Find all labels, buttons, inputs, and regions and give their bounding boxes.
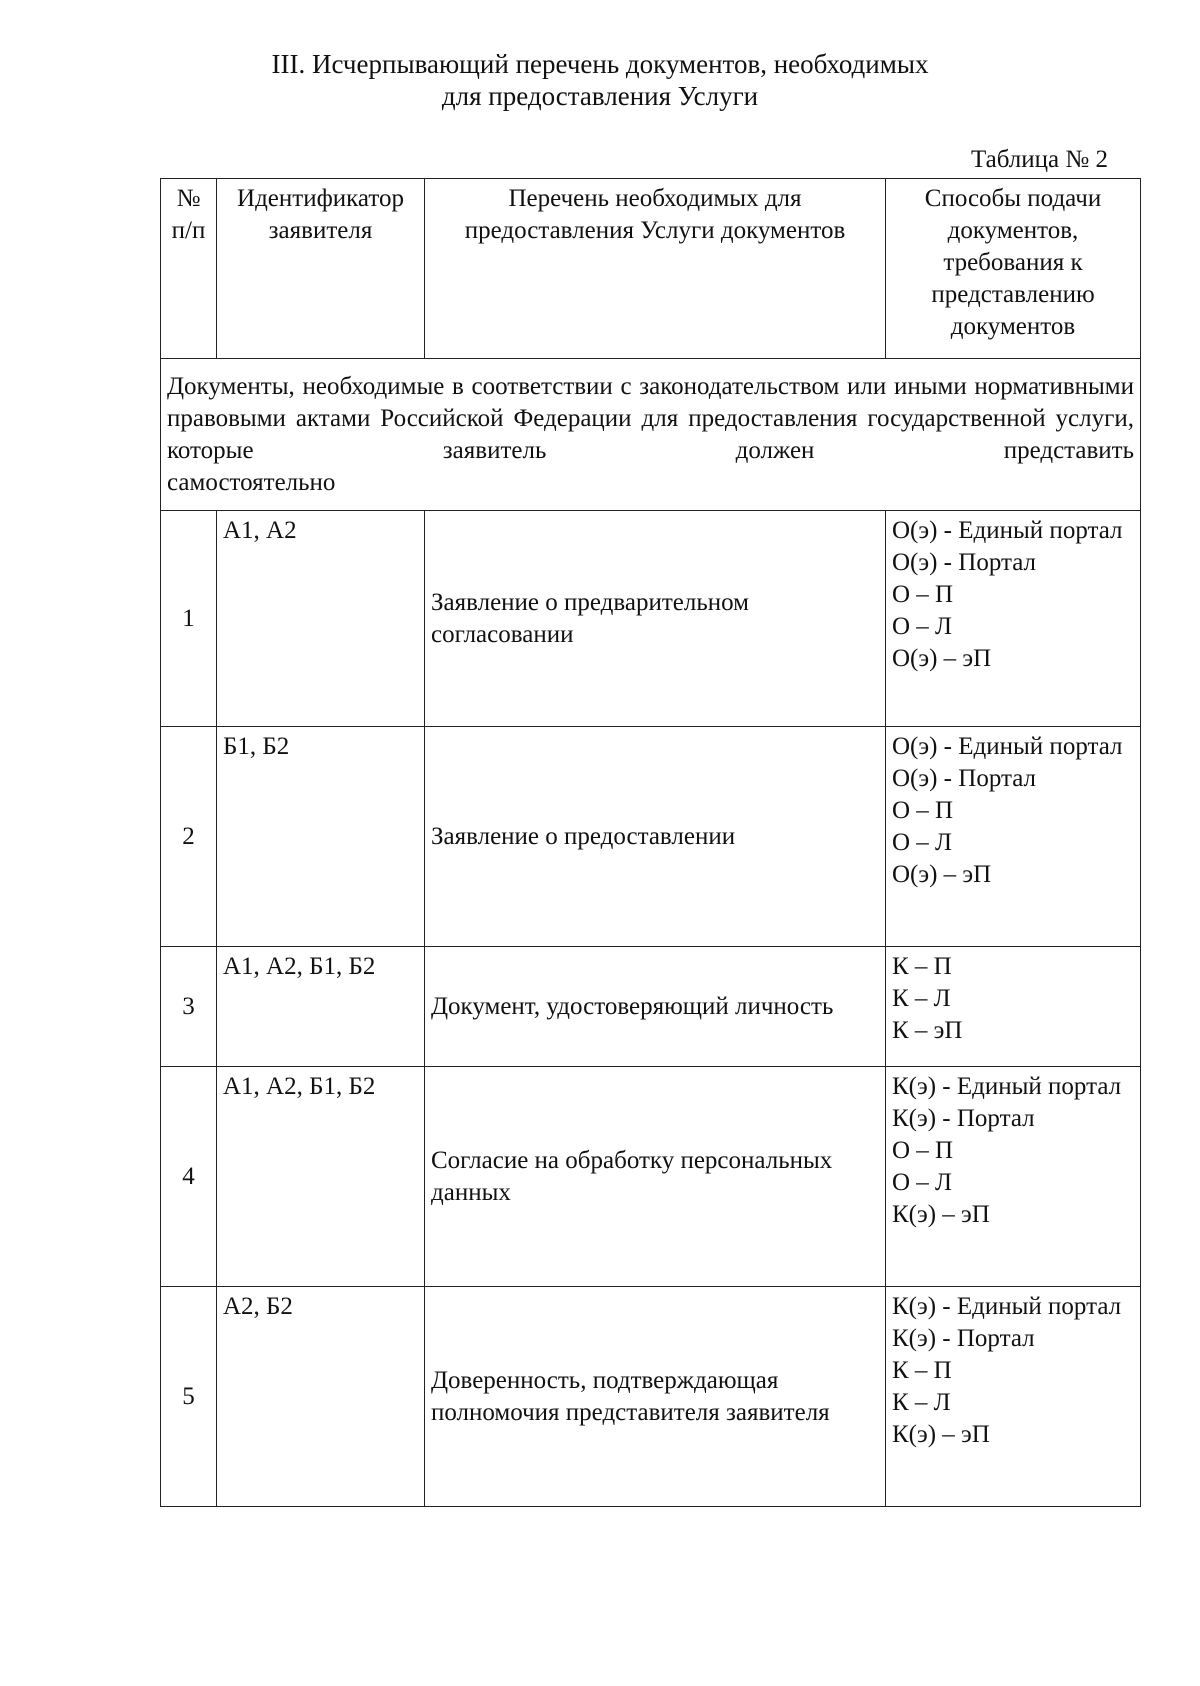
table-row [161, 727, 1141, 947]
method-item: О – П [892, 581, 954, 608]
table-header-row [161, 179, 1141, 359]
row-methods [886, 1287, 1141, 1507]
table-row [161, 1287, 1141, 1507]
method-item: О(э) - Единый портал [892, 733, 1123, 760]
header-applicant: Идентификатор заявителя [217, 179, 425, 359]
row-methods [886, 511, 1141, 727]
method-item: О(э) - Портал [892, 765, 1037, 792]
method-item: К – Л [892, 1389, 951, 1416]
method-item: О – Л [892, 613, 953, 640]
table-row [161, 947, 1141, 1067]
method-item: К(э) - Единый портал [892, 1293, 1122, 1320]
header-documents: Перечень необходимых для предоставления Услуги документов [425, 179, 886, 359]
section-title-line2: для предоставления Услуги [441, 81, 759, 111]
header-methods: Способы подачи документов, требования к представлению документов [886, 179, 1141, 359]
documents-table [160, 178, 1141, 1507]
method-item: О(э) – эП [892, 645, 992, 672]
method-item: К(э) - Портал [892, 1325, 1035, 1352]
row-methods [886, 1067, 1141, 1287]
method-item: К – эП [892, 1017, 963, 1044]
method-item: К(э) - Портал [892, 1105, 1035, 1132]
row-num: 5 [161, 1287, 217, 1507]
row-document: Документ, удостоверяющий личность [425, 947, 886, 1067]
row-document: Заявление о предоставлении [425, 727, 886, 947]
method-item: О – Л [892, 829, 953, 856]
row-num: 2 [161, 727, 217, 947]
table-row [161, 511, 1141, 727]
section-title [150, 48, 1050, 112]
row-applicant: А2, Б2 [217, 1287, 425, 1507]
row-num: 1 [161, 511, 217, 727]
method-item: О(э) - Портал [892, 549, 1037, 576]
table-row [161, 1067, 1141, 1287]
row-applicant: А1, А2 [217, 511, 425, 727]
table-caption: Таблица № 2 [970, 146, 1108, 173]
row-methods [886, 947, 1141, 1067]
method-item: К – П [892, 1357, 952, 1384]
row-applicant: А1, А2, Б1, Б2 [217, 1067, 425, 1287]
section-cell [161, 359, 1141, 511]
row-document: Согласие на обработку персональных данных [425, 1067, 886, 1287]
method-item: К(э) – эП [892, 1421, 990, 1448]
method-item: О(э) – эП [892, 861, 992, 888]
header-num: № п/п [161, 179, 217, 359]
row-applicant: А1, А2, Б1, Б2 [217, 947, 425, 1067]
section-text-main: Документы, необходимые в соответствии с законодательством или иными нормативными правовыми актами Российской Федерации для предоставления государственной услуги, которые заявитель должен представить [167, 373, 1134, 464]
method-item: О – П [892, 797, 954, 824]
row-applicant: Б1, Б2 [217, 727, 425, 947]
method-item: К(э) – эП [892, 1201, 990, 1228]
section-text-last: самостоятельно [167, 469, 336, 496]
section-title-line1: III. Исчерпывающий перечень документов, необходимых [271, 49, 929, 79]
section-row [161, 359, 1141, 511]
row-document: Доверенность, подтверждающая полномочия представителя заявителя [425, 1287, 886, 1507]
row-num: 4 [161, 1067, 217, 1287]
method-item: О – П [892, 1137, 954, 1164]
method-item: К(э) - Единый портал [892, 1073, 1122, 1100]
method-item: О – Л [892, 1169, 953, 1196]
method-item: К – П [892, 953, 952, 980]
method-item: О(э) - Единый портал [892, 517, 1123, 544]
row-methods [886, 727, 1141, 947]
row-num: 3 [161, 947, 217, 1067]
method-item: К – Л [892, 985, 951, 1012]
row-document: Заявление о предварительном согласовании [425, 511, 886, 727]
